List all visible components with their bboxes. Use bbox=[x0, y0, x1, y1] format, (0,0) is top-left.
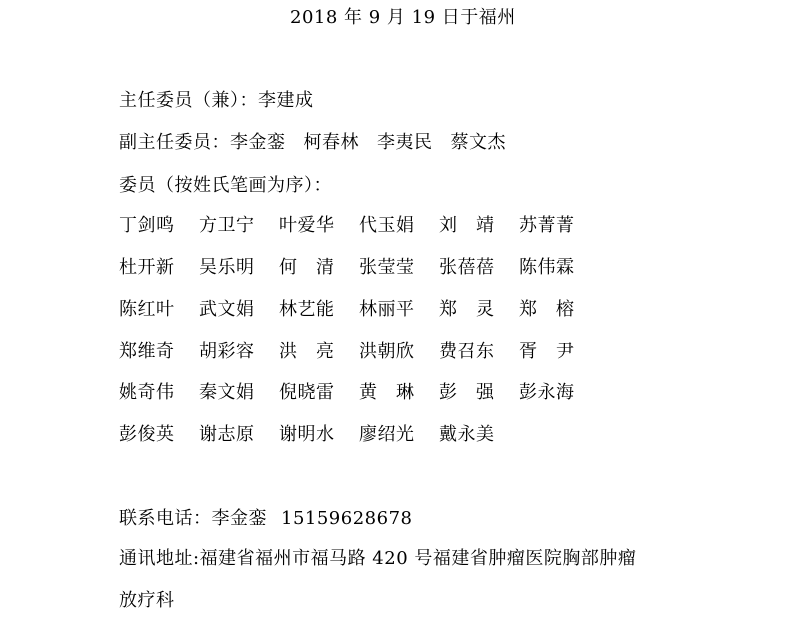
member-name: 苏菁菁 bbox=[519, 215, 575, 236]
member-name: 秦文娟 bbox=[199, 382, 255, 403]
director-name: 李建成 bbox=[258, 90, 314, 111]
member-name: 谢明水 bbox=[279, 424, 335, 445]
member-name: 郑维奇 bbox=[119, 341, 175, 362]
phone-label: 联系电话： bbox=[119, 508, 212, 529]
member-name: 胥 尹 bbox=[519, 341, 575, 362]
vice-directors-line bbox=[119, 131, 506, 155]
member-name: 武文娟 bbox=[199, 299, 255, 320]
director-line bbox=[119, 89, 314, 113]
member-name: 洪朝欣 bbox=[359, 341, 415, 362]
address-label: 通讯地址: bbox=[119, 548, 200, 569]
contact-phone-line bbox=[119, 507, 412, 531]
member-name: 戴永美 bbox=[439, 424, 495, 445]
member-name: 郑 灵 bbox=[439, 299, 495, 320]
member-name: 谢志原 bbox=[199, 424, 255, 445]
date-place-line: 2018 年 9 月 19 日于福州 bbox=[290, 7, 516, 28]
vice-director-name: 李金銮 bbox=[230, 132, 286, 153]
member-name: 杜开新 bbox=[119, 257, 175, 278]
member-name: 方卫宁 bbox=[199, 215, 255, 236]
member-name: 洪 亮 bbox=[279, 341, 335, 362]
vice-director-name: 蔡文杰 bbox=[450, 132, 506, 153]
member-name: 林艺能 bbox=[279, 299, 335, 320]
contact-address-line bbox=[119, 547, 636, 571]
vice-director-name: 李夷民 bbox=[377, 132, 433, 153]
phone-contact-name: 李金銮 bbox=[211, 508, 267, 529]
member-name: 彭永海 bbox=[519, 382, 575, 403]
member-name: 代玉娟 bbox=[359, 215, 415, 236]
member-name: 彭 强 bbox=[439, 382, 495, 403]
member-name: 陈伟霖 bbox=[519, 257, 575, 278]
members-label: 委员（按姓氏笔画为序）： bbox=[119, 175, 332, 196]
member-name: 刘 靖 bbox=[439, 215, 495, 236]
phone-number: 15159628678 bbox=[281, 508, 413, 529]
member-name: 廖绍光 bbox=[359, 424, 415, 445]
member-name: 彭俊英 bbox=[119, 424, 175, 445]
contact-address-continuation: 放疗科 bbox=[119, 590, 175, 611]
member-name: 何 清 bbox=[279, 257, 335, 278]
director-label: 主任委员（兼）： bbox=[119, 90, 258, 111]
member-name: 丁剑鸣 bbox=[119, 215, 175, 236]
member-name: 倪晓雷 bbox=[279, 382, 335, 403]
member-name: 姚奇伟 bbox=[119, 382, 175, 403]
member-name: 叶爱华 bbox=[279, 215, 335, 236]
member-name: 陈红叶 bbox=[119, 299, 175, 320]
member-name: 张蓓蓓 bbox=[439, 257, 495, 278]
member-name: 费召东 bbox=[439, 341, 495, 362]
member-name: 胡彩容 bbox=[199, 341, 255, 362]
vice-director-name: 柯春林 bbox=[303, 132, 359, 153]
member-name: 吴乐明 bbox=[199, 257, 255, 278]
member-name: 郑 榕 bbox=[519, 299, 575, 320]
member-name: 林丽平 bbox=[359, 299, 415, 320]
address-text: 福建省福州市福马路 420 号福建省肿瘤医院胸部肿瘤 bbox=[199, 548, 637, 569]
member-name: 黄 琳 bbox=[359, 382, 415, 403]
member-name: 张莹莹 bbox=[359, 257, 415, 278]
vice-directors-label: 副主任委员： bbox=[119, 132, 230, 153]
